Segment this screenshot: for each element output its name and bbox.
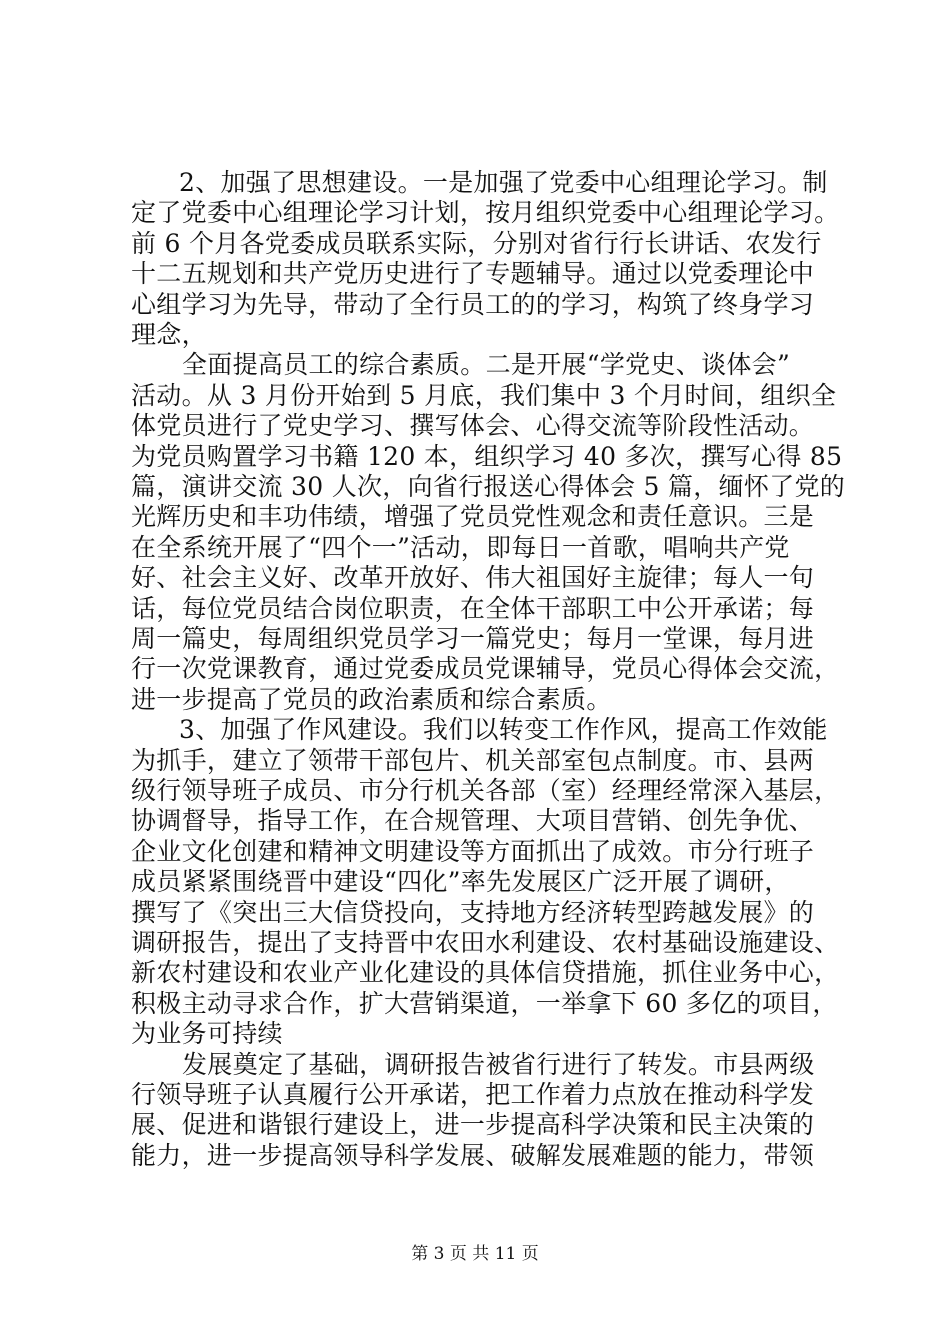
- text-line: 企业文化创建和精神文明建设等方面抓出了成效。市分行班子: [131, 836, 815, 866]
- text-line: 发展奠定了基础，调研报告被省行进行了转发。市县两级: [182, 1049, 815, 1079]
- text-line: 理念，: [131, 320, 207, 349]
- text-line: 在全系统开展了“四个一”活动，即每日一首歌，唱响共产党: [131, 532, 790, 562]
- text-line: 进一步提高了党员的政治素质和综合素质。: [131, 684, 612, 714]
- text-line: 能力，进一步提高领导科学发展、破解发展难题的能力，带领: [131, 1140, 815, 1170]
- text-line: 为业务可持续: [131, 1019, 283, 1049]
- text-line: 3、加强了作风建设。我们以转变工作作风，提高工作效能: [179, 715, 828, 745]
- text-line: 撰写了《突出三大信贷投向，支持地方经济转型跨越发展》的: [131, 897, 815, 927]
- text-line: 好、社会主义好、改革开放好、伟大祖国好主旋律；每人一句: [131, 563, 815, 593]
- text-line: 新农村建设和农业产业化建设的具体信贷措施，抓住业务中心，: [131, 958, 840, 988]
- text-line: 成员紧紧围绕晋中建设“四化”率先发展区广泛开展了调研，: [131, 867, 790, 897]
- text-line: 活动。从 3 月份开始到 5 月底，我们集中 3 个月时间，组织全: [131, 380, 837, 410]
- text-line: 为抓手，建立了领带干部包片、机关部室包点制度。市、县两: [131, 745, 815, 775]
- text-line: 定了党委中心组理论学习计划，按月组织党委中心组理论学习。: [131, 198, 840, 228]
- text-line: 调研报告，提出了支持晋中农田水利建设、农村基础设施建设、: [131, 928, 840, 957]
- text-line: 篇，演讲交流 30 人次，向省行报送心得体会 5 篇，缅怀了党的: [131, 472, 846, 501]
- text-line: 话，每位党员结合岗位职责，在全体干部职工中公开承诺；每: [131, 593, 815, 623]
- text-line: 行领导班子认真履行公开承诺，把工作着力点放在推动科学发: [131, 1080, 815, 1109]
- text-line: 行一次党课教育，通过党委成员党课辅导，党员心得体会交流，: [131, 654, 840, 684]
- text-line: 积极主动寻求合作，扩大营销渠道，一举拿下 60 多亿的项目，: [131, 988, 838, 1018]
- text-line: 协调督导，指导工作，在合规管理、大项目营销、创先争优、: [131, 806, 815, 836]
- text-line: 2、加强了思想建设。一是加强了党委中心组理论学习。制: [179, 168, 828, 197]
- text-line: 全面提高员工的综合素质。二是开展“学党史、谈体会”: [182, 350, 791, 380]
- page-number-footer: 第 3 页 共 11 页: [411, 1244, 539, 1264]
- text-line: 体党员进行了党史学习、撰写体会、心得交流等阶段性活动。: [131, 411, 815, 441]
- text-line: 级行领导班子成员、市分行机关各部（室）经理经常深入基层，: [131, 776, 840, 805]
- text-line: 周一篇史，每周组织党员学习一篇党史；每月一堂课，每月进: [131, 624, 815, 653]
- text-line: 展、促进和谐银行建设上，进一步提高科学决策和民主决策的: [131, 1110, 815, 1140]
- text-line: 为党员购置学习书籍 120 本，组织学习 40 多次，撰写心得 85: [131, 441, 843, 471]
- text-line: 十二五规划和共产党历史进行了专题辅导。通过以党委理论中: [131, 259, 815, 289]
- text-line: 光辉历史和丰功伟绩，增强了党员党性观念和责任意识。三是: [131, 502, 815, 532]
- text-line: 心组学习为先导，带动了全行员工的的学习，构筑了终身学习: [131, 289, 815, 319]
- text-line: 前 6 个月各党委成员联系实际，分别对省行行长讲话、农发行: [131, 228, 822, 258]
